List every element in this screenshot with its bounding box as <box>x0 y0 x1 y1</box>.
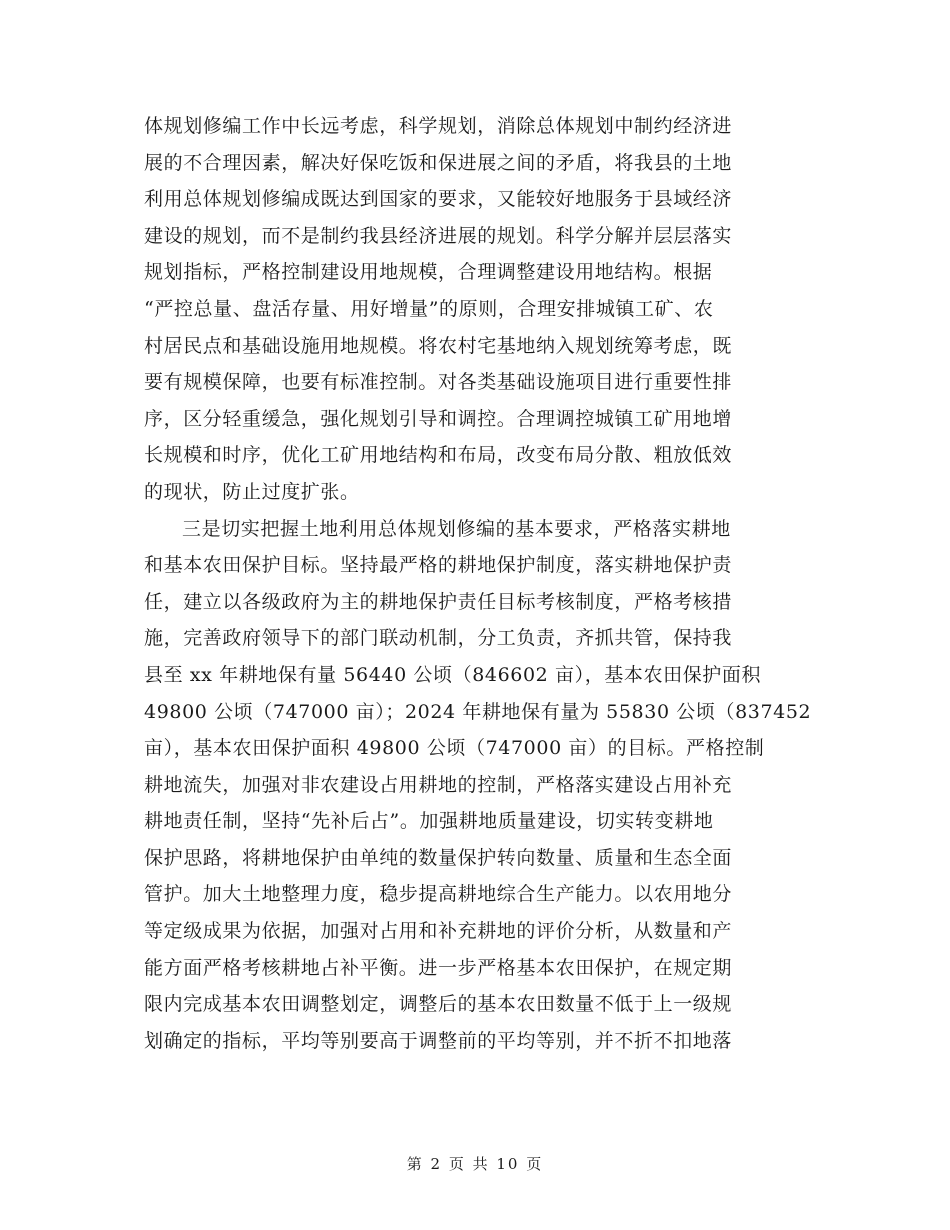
text-line: 保护思路，将耕地保护由单纯的数量保护转向数量、质量和生态全面 <box>144 846 733 869</box>
text-line: 施，完善政府领导下的部门联动机制，分工负责，齐抓共管，保持我 <box>144 627 733 650</box>
body-text <box>144 108 812 1059</box>
text-line: 管护。加大土地整理力度，稳步提高耕地综合生产能力。以农用地分 <box>144 883 733 906</box>
paragraph-start-line: 三是切实把握土地利用总体规划修编的基本要求，严格落实耕地 <box>182 517 731 540</box>
text-line: 亩），基本农田保护面积 49800 公顷（747000 亩）的目标。严格控制 <box>144 737 765 760</box>
text-line: 县至 xx 年耕地保有量 56440 公顷（846602 亩），基本农田保护面积 <box>144 663 762 686</box>
text-line: 长规模和时序，优化工矿用地结构和布局，改变布局分散、粗放低效 <box>144 444 733 467</box>
text-line: 任，建立以各级政府为主的耕地保护责任目标考核制度，严格考核措 <box>144 590 733 613</box>
text-line: 49800 公顷（747000 亩）；2024 年耕地保有量为 55830 公顷（837452 <box>144 700 812 723</box>
text-line: 规划指标，严格控制建设用地规模，合理调整建设用地结构。根据 <box>144 261 713 284</box>
text-line: 体规划修编工作中长远考虑，科学规划，消除总体规划中制约经济进 <box>144 115 733 137</box>
text-line: 能方面严格考核耕地占补平衡。进一步严格基本农田保护，在规定期 <box>144 956 733 979</box>
text-line: 序，区分轻重缓急，强化规划引导和调控。合理调控城镇工矿用地增 <box>144 407 733 430</box>
text-line: 耕地责任制，坚持“先补后占”。加强耕地质量建设，切实转变耕地 <box>144 810 714 833</box>
text-line: 和基本农田保护目标。坚持最严格的耕地保护制度，落实耕地保护责 <box>144 554 733 577</box>
text-line: 的现状，防止过度扩张。 <box>144 480 360 503</box>
text-line: 划确定的指标，平均等别要高于调整前的平均等别，并不折不扣地落 <box>144 1029 733 1052</box>
text-line: 利用总体规划修编成既达到国家的要求，又能较好地服务于县域经济 <box>144 188 733 211</box>
text-line: “严控总量、盘活存量、用好增量”的原则，合理安排城镇工矿、农 <box>144 297 714 320</box>
text-line: 建设的规划，而不是制约我县经济进展的规划。科学分解并层层落实 <box>144 224 733 247</box>
text-line: 村居民点和基础设施用地规模。将农村宅基地纳入规划统筹考虑，既 <box>144 334 733 357</box>
text-line: 耕地流失，加强对非农建设占用耕地的控制，严格落实建设占用补充 <box>144 773 733 796</box>
text-line: 等定级成果为依据，加强对占用和补充耕地的评价分析，从数量和产 <box>144 920 733 943</box>
text-line: 展的不合理因素，解决好保吃饭和保进展之间的矛盾，将我县的土地 <box>144 151 733 174</box>
text-line: 限内完成基本农田调整划定，调整后的基本农田数量不低于上一级规 <box>144 993 733 1016</box>
page-number-footer: 第 2 页 共 10 页 <box>406 1155 544 1173</box>
text-line: 要有规模保障，也要有标准控制。对各类基础设施项目进行重要性排 <box>144 371 733 394</box>
